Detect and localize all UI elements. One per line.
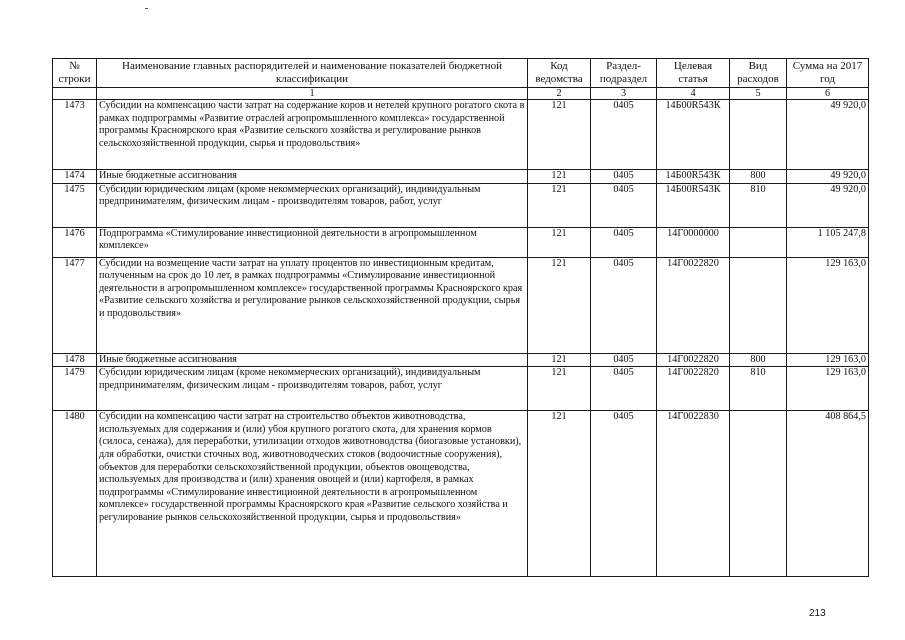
cell-dept-code: 121 [528,227,591,257]
table-row [53,227,869,257]
cell-target: 14Б00R543К [657,170,730,184]
table-row [53,170,869,184]
header-name: Наименование главных распорядителей и наименование показателей бюджетной классификации [97,59,528,88]
cell-row-no: 1478 [53,353,97,367]
cell-name: Иные бюджетные ассигнования [97,170,528,184]
cell-target: 14Б00R543К [657,100,730,170]
cell-name: Субсидии на компенсацию части затрат на строительство объектов животноводства, используемых для содержания и (или) убоя крупного рогатого скота, для хранения кормов (силоса, сенажа), для переработки, утилизации отходов животноводства (биогазовые установки), для обработки, очистки сточных вод, животноводческих стоков (водоочистные сооружения), объектов для переработки сельскохозяйственной продукции, объектов овощеводства, используемых для производства и (или) хранения овощей и (или) картофеля, в рамках подпрограммы «Стимулирование инвестиционной деятельности в агропромышленном комплексе» государственной программы Красноярского края «Развитие сельского хозяйства и регулирование рынков сельскохозяйственной продукции, сырья и продовольствия» [97,411,528,577]
cell-name: Субсидии юридическим лицам (кроме некоммерческих организаций), индивидуальным предпринимателям, физическим лицам - производителям товаров, работ, услуг [97,367,528,411]
column-number-row [53,88,869,100]
cell-section: 0405 [591,227,657,257]
table-row [53,367,869,411]
table-row [53,257,869,353]
header-section: Раздел-подраздел [591,59,657,88]
cell-target: 14Г0022820 [657,367,730,411]
cell-expense-type: 810 [730,183,787,227]
header-row [53,59,869,88]
column-number: 2 [528,88,591,100]
cell-name: Субсидии на возмещение части затрат на уплату процентов по инвестиционным кредитам, полученным на срок до 10 лет, в рамках подпрограммы «Стимулирование инвестиционной деятельности в агропромышленном комплексе» государственной программы Красноярского края «Развитие сельского хозяйства и регулирование рынков сельскохозяйственной продукции, сырья и продовольствия» [97,257,528,353]
header-amount: Сумма на 2017 год [787,59,869,88]
column-number: 6 [787,88,869,100]
cell-dept-code: 121 [528,367,591,411]
cell-dept-code: 121 [528,183,591,227]
column-number-blank [53,88,97,100]
cell-name: Субсидии юридическим лицам (кроме некоммерческих организаций), индивидуальным предпринимателям, физическим лицам - производителям товаров, работ, услуг [97,183,528,227]
header-target: Целевая статья [657,59,730,88]
table-row [53,100,869,170]
cell-row-no: 1476 [53,227,97,257]
cell-target: 14Г0022820 [657,353,730,367]
cell-name: Иные бюджетные ассигнования [97,353,528,367]
cell-amount: 408 864,5 [787,411,869,577]
cell-expense-type: 800 [730,170,787,184]
cell-amount: 49 920,0 [787,170,869,184]
cell-dept-code: 121 [528,353,591,367]
column-number: 1 [97,88,528,100]
cell-section: 0405 [591,183,657,227]
cell-amount: 49 920,0 [787,183,869,227]
cell-section: 0405 [591,367,657,411]
cell-target: 14Г0022820 [657,257,730,353]
cell-dept-code: 121 [528,257,591,353]
cell-dept-code: 121 [528,170,591,184]
cell-row-no: 1477 [53,257,97,353]
page-number: 213 [809,608,826,619]
table-row [53,183,869,227]
cell-name: Субсидии на компенсацию части затрат на содержание коров и нетелей крупного рогатого скота в рамках подпрограммы «Развитие отраслей агропромышленного комплекса» государственной программы Красноярского края «Развитие сельского хозяйства и регулирование рынков сельскохозяйственной продукции, сырья и продовольствия» [97,100,528,170]
cell-amount: 129 163,0 [787,367,869,411]
cell-amount: 49 920,0 [787,100,869,170]
cell-target: 14Г0022830 [657,411,730,577]
cell-section: 0405 [591,170,657,184]
scan-speck [145,8,148,9]
cell-target: 14Б00R543К [657,183,730,227]
cell-name: Подпрограмма «Стимулирование инвестиционной деятельности в агропромышленном комплексе» [97,227,528,257]
column-number: 5 [730,88,787,100]
cell-expense-type [730,257,787,353]
cell-dept-code: 121 [528,100,591,170]
cell-amount: 1 105 247,8 [787,227,869,257]
cell-expense-type [730,411,787,577]
column-number: 3 [591,88,657,100]
cell-row-no: 1474 [53,170,97,184]
cell-expense-type: 810 [730,367,787,411]
cell-row-no: 1480 [53,411,97,577]
cell-amount: 129 163,0 [787,257,869,353]
column-number: 4 [657,88,730,100]
cell-expense-type [730,100,787,170]
cell-expense-type [730,227,787,257]
cell-target: 14Г0000000 [657,227,730,257]
table-row [53,411,869,577]
cell-section: 0405 [591,411,657,577]
cell-row-no: 1475 [53,183,97,227]
cell-expense-type: 800 [730,353,787,367]
table-row [53,353,869,367]
cell-amount: 129 163,0 [787,353,869,367]
cell-section: 0405 [591,353,657,367]
header-dept-code: Код ведомства [528,59,591,88]
cell-row-no: 1479 [53,367,97,411]
cell-section: 0405 [591,257,657,353]
cell-section: 0405 [591,100,657,170]
cell-row-no: 1473 [53,100,97,170]
cell-dept-code: 121 [528,411,591,577]
header-row-no: № строки [53,59,97,88]
budget-table [52,58,869,577]
header-expense-type: Вид расходов [730,59,787,88]
